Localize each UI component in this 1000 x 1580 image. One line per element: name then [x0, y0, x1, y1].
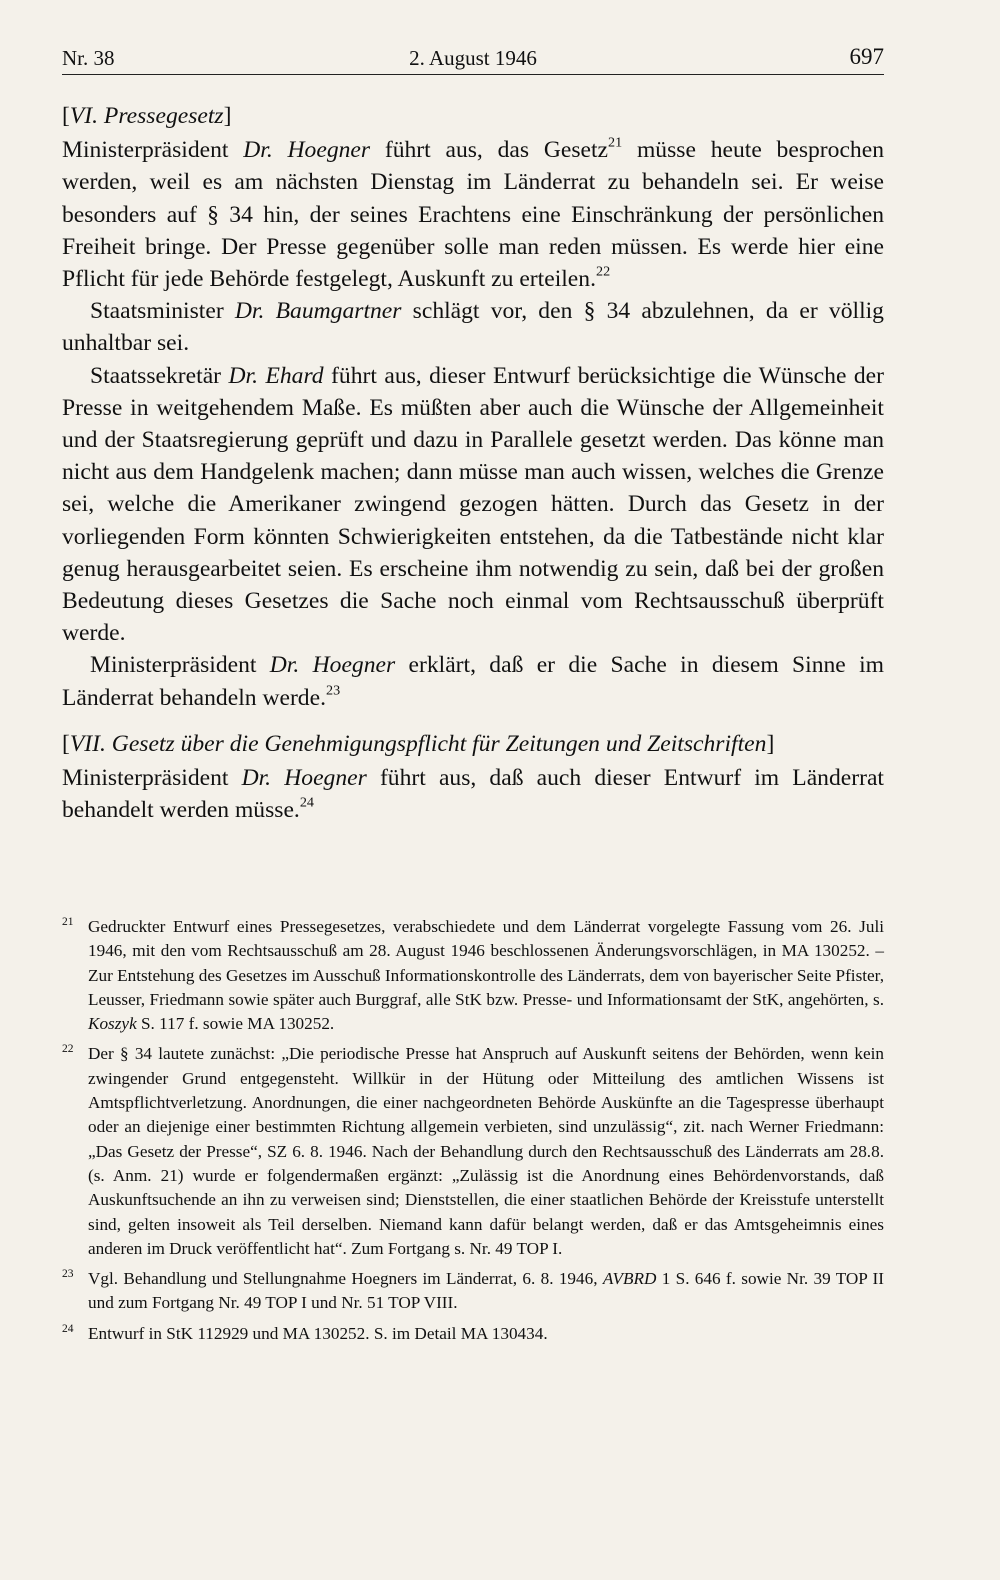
section-heading-vi: [62, 100, 884, 132]
bracket-close: ]: [223, 103, 232, 129]
main-text: [62, 100, 884, 826]
text-run: führt aus, das Gesetz: [370, 137, 609, 164]
footnote-22: [62, 1042, 884, 1261]
footnote-24: [62, 1322, 884, 1346]
footnote-number: 24: [62, 1322, 74, 1335]
speaker-name: Hoegner: [284, 765, 367, 792]
footnote-ref-22[interactable]: 22: [595, 263, 611, 280]
footnote-number: 22: [62, 1043, 74, 1056]
footnote-ref-21[interactable]: 21: [608, 134, 623, 151]
running-header: [62, 44, 884, 75]
paragraph-hoegner-3: [62, 762, 884, 826]
title-dr: Dr.: [234, 298, 265, 325]
text-run: schlägt vor, den § 34 abzulehnen, da er völlig unhaltbar sei.: [62, 298, 884, 357]
title-dr: Dr.: [243, 137, 273, 164]
bracket-open: [: [62, 103, 70, 129]
title-dr: Dr.: [241, 765, 272, 792]
footnote-text: Gedruckter Entwurf eines Pressegesetzes, verabschiedete und dem Länderrat vorgelegte Fassung vom 26. Juli 1946, mit den vom Rechtsausschuß am 28. August 1946 beschlossenen Änderungsvorschlägen, in MA 130252. – Zur Entstehung des Gesetzes im Ausschuß Informationskontrolle des Länderrats, dem von bayerischer Seite Pfister, Leusser, Friedmann sowie später auch Burggraf, alle StK bzw. Presse- und Informationsamt der StK, angehörten, s.: [88, 917, 884, 1009]
section-title-vi: VI. Pressegesetz: [69, 103, 224, 129]
footnote-text: S. 117 f. sowie MA 130252.: [136, 1014, 335, 1034]
space: [273, 137, 288, 163]
footnote-text: 1 S. 646 f. sowie Nr. 39 TOP II und zum Fortgang Nr. 49 TOP I und Nr. 51 TOP VIII.: [88, 1269, 884, 1313]
text-run: Staatssekretär: [90, 362, 229, 389]
text-run: führt aus, dieser Entwurf berücksichtige die Wünsche der Presse in weitgehendem Maße. Es müßten aber auch die Wünsche der Allgemeinheit und der Staatsregierung geprüft und dazu in Parallele gesetzt werden. Das könne man nicht aus dem Handgelenk machen; dann müsse man auch wissen, welches die Grenze sei, welche die Amerikaner zwingend gezogen hätten. Durch das Gesetz in der vorliegenden Form könnten Schwierigkeiten entstehen, da die Tatbestände nicht klar genug herausgearbeitet seien. Es erscheine ihm notwendig zu sein, daß bei der großen Bedeutung dieses Gesetzes die Sache noch einmal vom Rechtsausschuß überprüft werde.: [62, 362, 884, 647]
footnote-number: 23: [62, 1268, 74, 1281]
footnote-text: Entwurf in StK 112929 und MA 130252. S. im Detail MA 130434.: [88, 1323, 548, 1343]
footnote-italic: AVBRD: [602, 1269, 657, 1289]
section-title-vii: VII. Gesetz über die Genehmigungspflicht für Zeitungen und Zeitschriften: [69, 730, 767, 757]
footnote-23: [62, 1267, 884, 1316]
footnote-number: 21: [62, 916, 74, 928]
text-run: Ministerpräsident: [62, 765, 242, 792]
space: [271, 765, 284, 791]
paragraph-baumgartner: [62, 295, 884, 359]
issue-number: Nr. 38: [62, 46, 115, 70]
footnotes: [62, 915, 884, 1352]
speaker-name: Hoegner: [312, 652, 396, 679]
footnote-ref-23[interactable]: 23: [325, 682, 341, 699]
footnote-text: Vgl. Behandlung und Stellungnahme Hoegners im Länderrat, 6. 8. 1946,: [88, 1269, 603, 1289]
text-run: Staatsminister: [90, 298, 235, 325]
page-number: 697: [849, 44, 884, 69]
text-run: Ministerpräsident: [90, 652, 270, 679]
title-dr: Dr.: [269, 652, 300, 679]
footnote-text: Der § 34 lautete zunächst: „Die periodische Presse hat Anspruch auf Auskunft seitens der Behörden, wenn kein zwingender Grund entgegensteht. Willkür in der Hütung oder Mitteilung des amtlichen Wissens ist Amtspflichtverletzung. Anordnungen, die einer nachgeordneten Behörde Auskünfte an die Tagespresse überhaupt oder an diejenige einer bestimmten Richtung allgemein verbieten, sind unzulässig“, zit. nach Werner Friedmann: „Das Gesetz der Presse“, SZ 6. 8. 1946. Nach der Behandlung durch den Rechtsausschuß des Länderrats am 28.8. (s. Anm. 21) wurde er folgendermaßen ergänzt: „Zulässig ist die Anordnung eines Behördenvorstands, daß Auskunftsuchende an ihn zu verweisen sind; Dienststellen, die einer staatlichen Behörde der Kreisstufe unterstellt sind, gelten insoweit als Teil derselben. Niemand kann dafür belangt werden, daß er das Amtsgeheimnis eines anderen im Druck veröffentlicht hat“. Zum Fortgang s. Nr. 49 TOP I.: [88, 1044, 884, 1258]
text-run: führt aus, daß auch dieser Entwurf im Länderrat behandelt werden müsse.: [62, 765, 884, 824]
footnote-ref-24[interactable]: 24: [299, 794, 314, 811]
speaker-name: Baumgartner: [275, 298, 402, 325]
text-run: müsse heute besprochen werden, weil es am nächsten Dienstag im Länderrat zu behandeln sei. Er weise besonders auf § 34 hin, der seines Erachtens eine Einschränkung der persönlichen Freiheit bringe. Der Presse gegenüber solle man reden müssen. Es werde hier eine Pflicht für jede Behörde festgelegt, Auskunft zu erteilen.: [62, 137, 884, 293]
footnote-italic: Koszyk: [88, 1014, 137, 1034]
paragraph-ehard: [62, 360, 884, 650]
header-date: 2. August 1946: [409, 46, 537, 70]
bracket-open: [: [62, 730, 70, 757]
footnote-21: [62, 915, 884, 1036]
paragraph-hoegner-2: [62, 649, 884, 713]
text-run: erklärt, daß er die Sache in diesem Sinne im Länderrat behandeln werde.: [62, 652, 884, 711]
space: [264, 298, 275, 324]
speaker-name: Ehard: [265, 362, 324, 389]
speaker-name: Hoegner: [287, 137, 371, 164]
paragraph-hoegner-1: [62, 134, 884, 295]
bracket-close: ]: [766, 730, 775, 757]
title-dr: Dr.: [228, 362, 258, 389]
space: [299, 652, 312, 678]
section-heading-vii: [62, 728, 884, 760]
text-run: Ministerpräsident: [62, 137, 244, 164]
